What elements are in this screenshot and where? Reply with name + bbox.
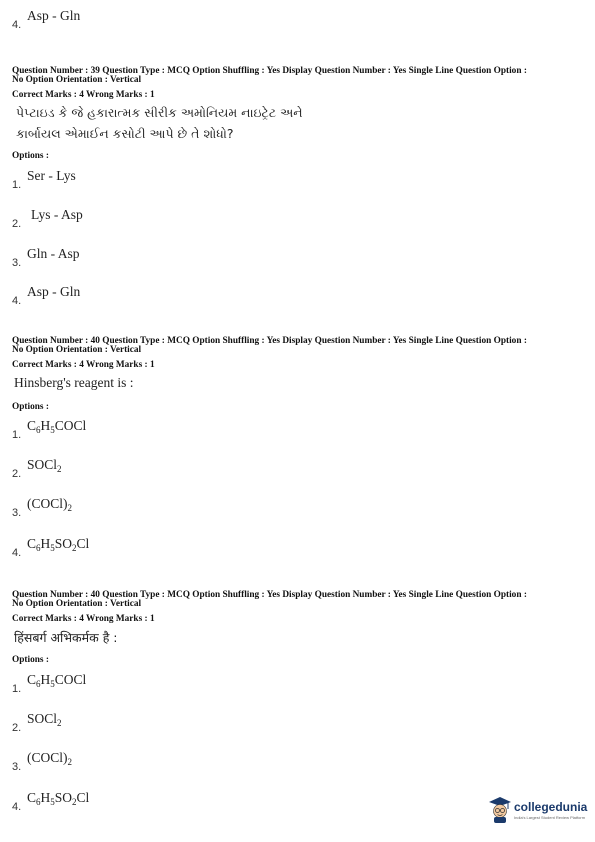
option-formula: $(COCl)_2$ (27, 496, 72, 513)
option-number: 2. (12, 722, 22, 734)
option-number: 4. (12, 295, 22, 307)
option-formula: $C_6H_5SO_2Cl$ (27, 536, 90, 553)
option-text: Asp - Gln (27, 284, 81, 299)
option-formula: $(COCl)_2$ (27, 750, 72, 767)
q40hi-meta-line1: Question Number : 40 Question Type : MCQ Option Shuffling : Yes Display Question Number : Yes Single Line Question Option : (12, 590, 527, 600)
option-text: Ser - Lys (27, 168, 76, 183)
option-number: 2. (12, 468, 22, 480)
q39-marks: Correct Marks : 4 Wrong Marks : 1 (12, 90, 155, 100)
q40en-question: Hinsberg's reagent is : (14, 375, 134, 390)
logo-tagline: India's Largest Student Review Platform (514, 815, 586, 820)
option-number: 1. (12, 179, 22, 191)
q39-question-line1: પેપ્ટાઇડ કે જે હકારાત્મક સીરીક અમોનિયમ નાઇટ્રેટ અને (16, 105, 303, 120)
collegedunia-logo (488, 796, 588, 828)
q39-meta-line2: No Option Orientation : Vertical (12, 75, 142, 85)
option-text: Lys - Asp (31, 207, 83, 222)
option-number: 3. (12, 507, 22, 519)
q40en-options-label: Options : (12, 402, 49, 412)
q40en-meta-line2: No Option Orientation : Vertical (12, 345, 142, 355)
option-formula: $C_6H_5SO_2Cl$ (27, 790, 90, 807)
q39-options-label: Options : (12, 151, 49, 161)
q39-meta-line1: Question Number : 39 Question Type : MCQ Option Shuffling : Yes Display Question Number : Yes Single Line Question Option : (12, 66, 527, 76)
option-number: 3. (12, 761, 22, 773)
option-formula: $C_6H_5COCl$ (27, 672, 87, 689)
q39-question-line2: કાર્બાયલ એમાઈન કસોટી આપે છે તે શોધો? (16, 126, 234, 141)
option-number: 4. (12, 19, 22, 31)
option-formula: $C_6H_5COCl$ (27, 418, 87, 435)
option-formula: SOCl$_2$ (27, 711, 62, 728)
option-number: 4. (12, 801, 22, 813)
option-number: 4. (12, 547, 22, 559)
option-number: 1. (12, 429, 22, 441)
option-number: 3. (12, 257, 22, 269)
option-text: Asp - Gln (27, 8, 81, 23)
logo-name: collegedunia (514, 800, 588, 814)
graduate-mascot-icon (488, 796, 512, 824)
q40hi-question: हिंसबर्ग अभिकर्मक है : (14, 630, 118, 645)
q40hi-marks: Correct Marks : 4 Wrong Marks : 1 (12, 614, 155, 624)
q40en-marks: Correct Marks : 4 Wrong Marks : 1 (12, 360, 155, 370)
option-number: 2. (12, 218, 22, 230)
q40hi-meta-line2: No Option Orientation : Vertical (12, 599, 142, 609)
q40hi-options-label: Options : (12, 655, 49, 665)
option-formula: SOCl$_2$ (27, 457, 62, 474)
option-text: Gln - Asp (27, 246, 80, 261)
q40en-meta-line1: Question Number : 40 Question Type : MCQ Option Shuffling : Yes Display Question Number : Yes Single Line Question Option : (12, 336, 527, 346)
option-number: 1. (12, 683, 22, 695)
